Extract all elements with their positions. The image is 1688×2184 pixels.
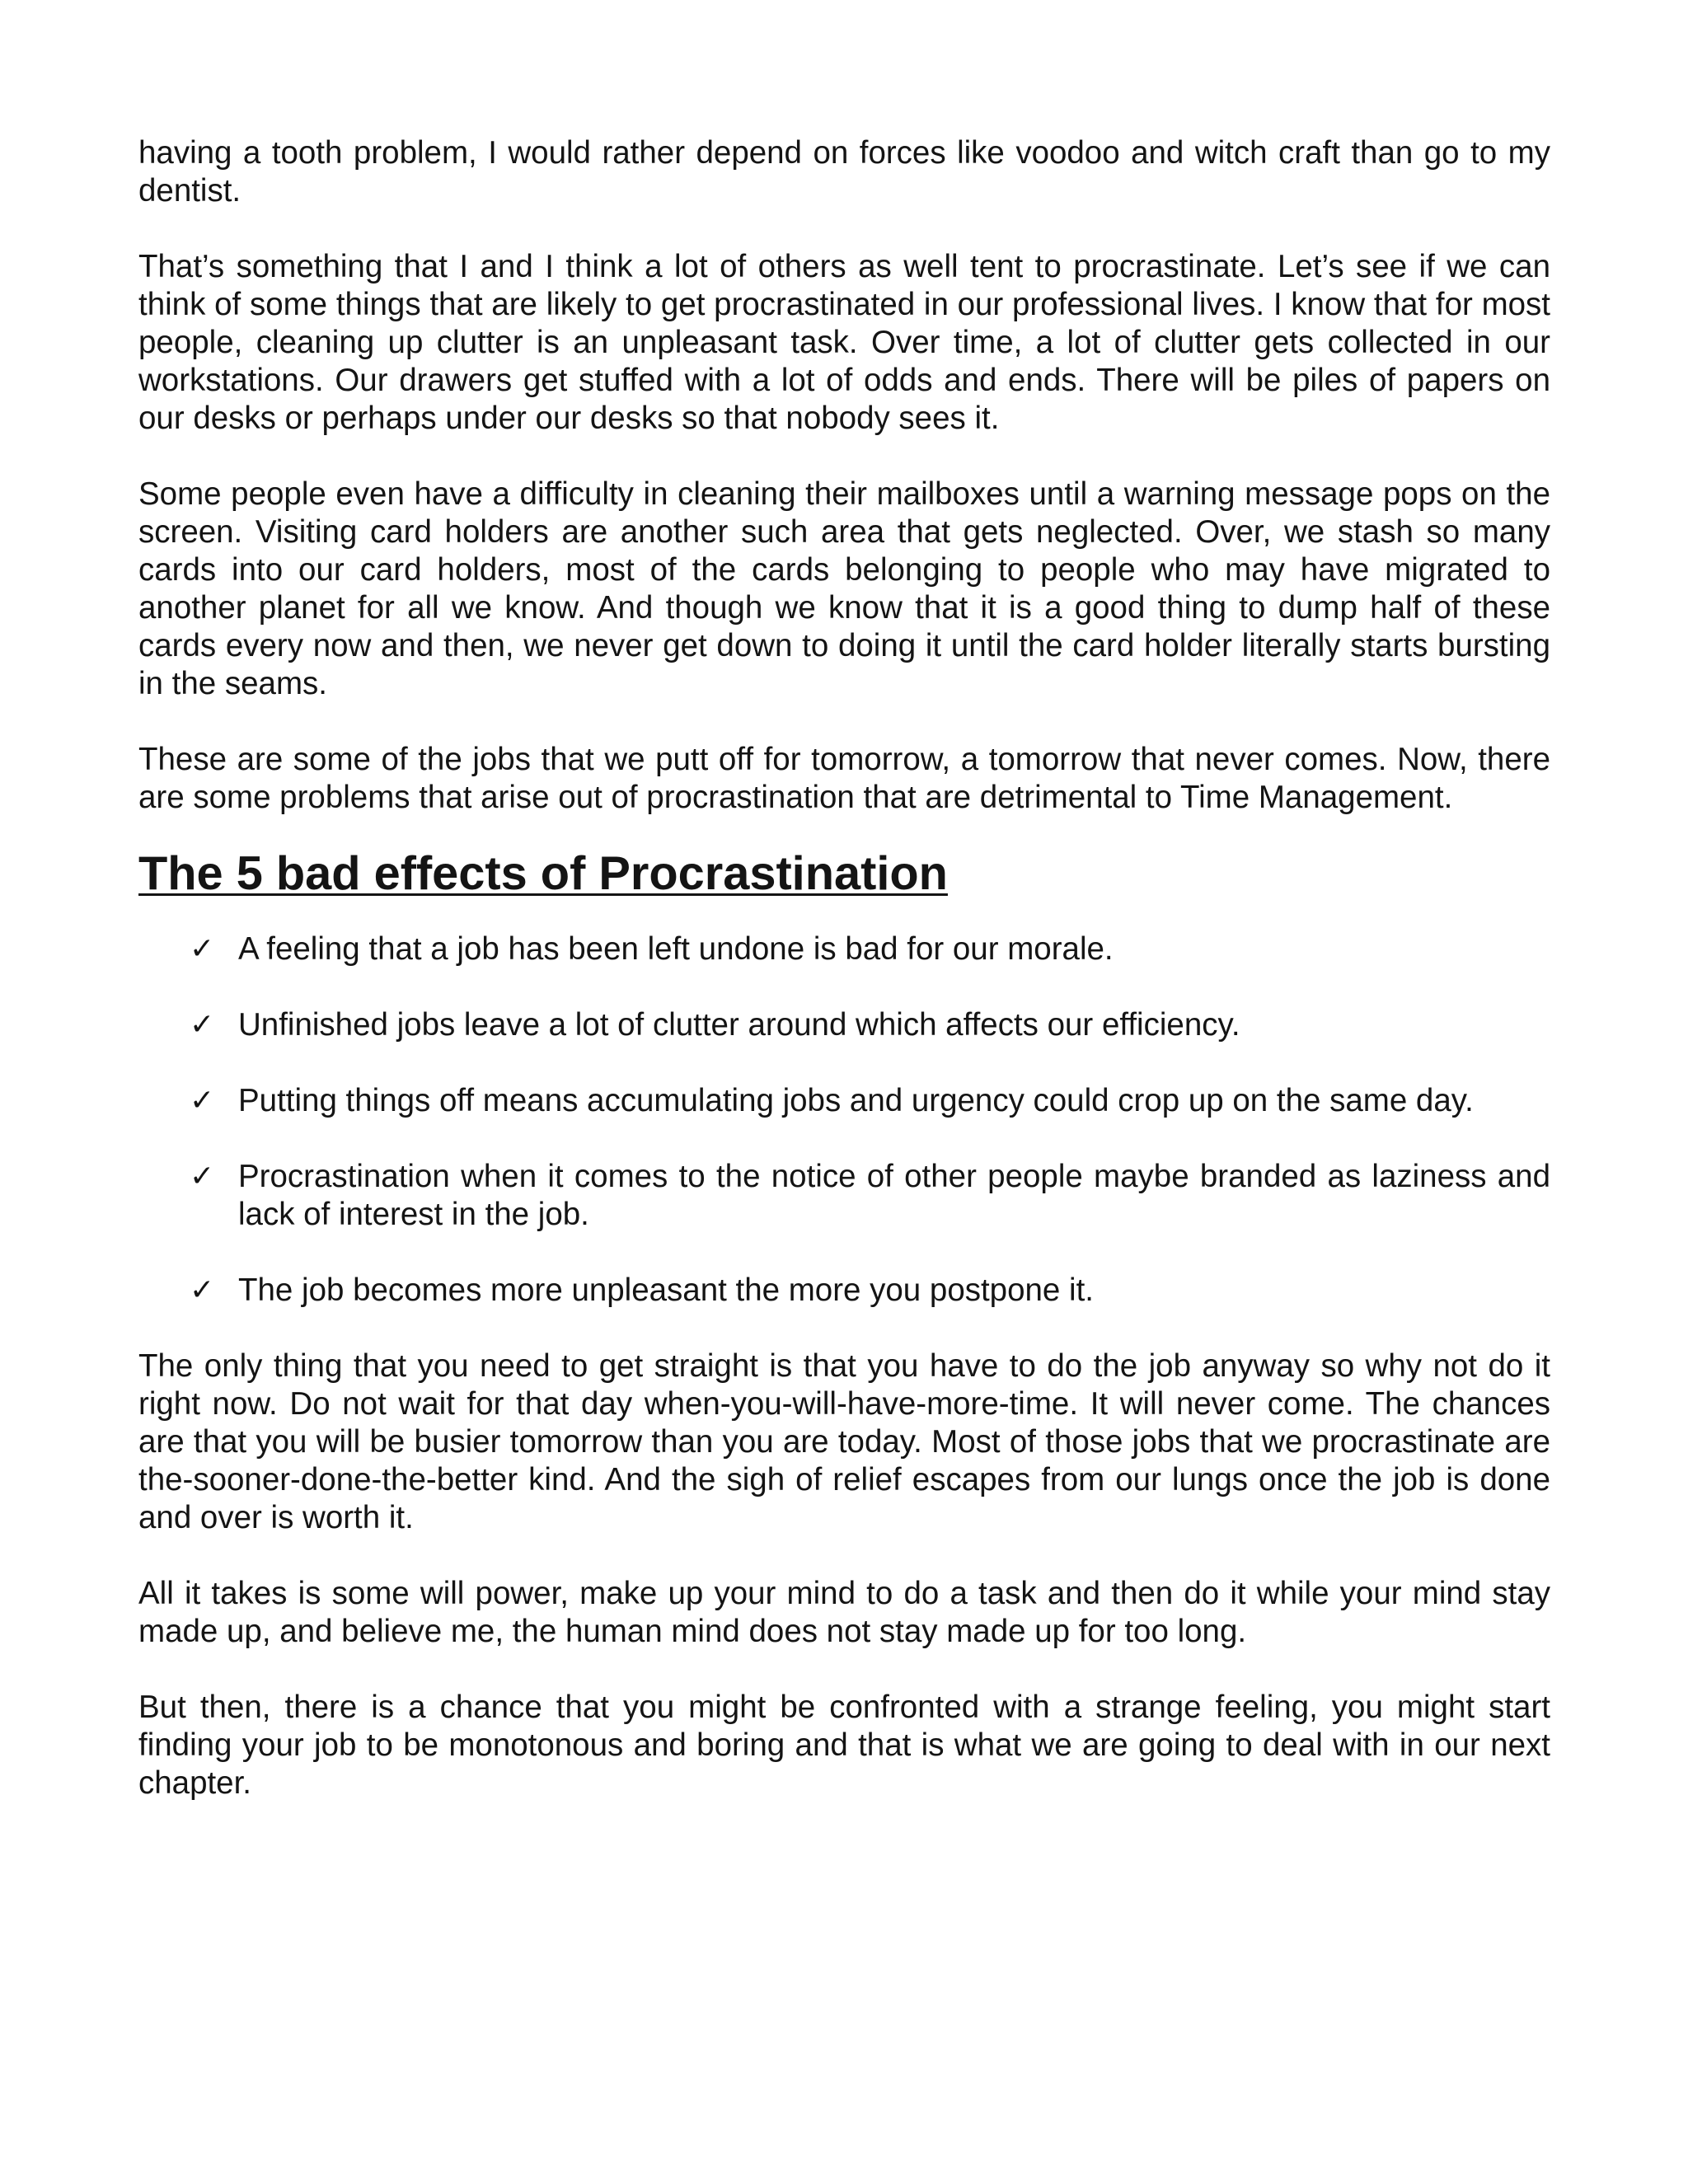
checklist-item	[138, 1158, 1550, 1234]
checkmark-icon: ✓	[190, 1273, 215, 1307]
checklist-item-text: A feeling that a job has been left undone is bad for our morale.	[238, 931, 1114, 967]
paragraph: Some people even have a difficulty in cleaning their mailboxes until a warning message pops on the screen. Visiting card holders are another such area that gets neglected. Over, we stash so many cards into our card holders, most of the cards belonging to people who may have migrated to another planet for all we know. And though we know that it is a good thing to dump half of these cards every now and then, we never get down to doing it until the card holder literally starts bursting in the seams.	[138, 476, 1550, 701]
checkmark-icon: ✓	[190, 932, 215, 966]
section-heading: The 5 bad effects of Procrastination	[138, 847, 948, 900]
paragraph: That’s something that I and I think a lot of others as well tent to procrastinate. Let’s see if we can think of some things that are likely to get procrastinated in our professional lives. I know that for most people, cleaning up clutter is an unpleasant task. Over time, a lot of clutter gets collected in our workstations. Our drawers get stuffed with a lot of odds and ends. There will be piles of papers on our desks or perhaps under our desks so that nobody sees it.	[138, 249, 1550, 436]
paragraph: But then, there is a chance that you might be confronted with a strange feeling, you might start finding your job to be monotonous and boring and that is what we are going to deal with in our next chapter.	[138, 1690, 1550, 1801]
checkmark-icon: ✓	[190, 1008, 215, 1042]
checkmark-icon: ✓	[190, 1160, 215, 1193]
checklist-item	[138, 1272, 1550, 1310]
checklist-item-text: Unfinished jobs leave a lot of clutter around which affects our efficiency.	[238, 1007, 1240, 1043]
checklist-item	[138, 1082, 1550, 1120]
document-page	[138, 134, 1550, 1840]
checklist-item-text: The job becomes more unpleasant the more you postpone it.	[238, 1272, 1094, 1308]
paragraph: These are some of the jobs that we putt off for tomorrow, a tomorrow that never comes. Now, there are some problems that arise out of procrastination that are detrimental to Time Management.	[138, 742, 1550, 815]
checklist-item	[138, 1006, 1550, 1044]
checklist-item-text: Procrastination when it comes to the notice of other people maybe branded as laziness and lack of interest in the job.	[238, 1159, 1550, 1232]
paragraph: The only thing that you need to get straight is that you have to do the job anyway so why not do it right now. Do not wait for that day when-you-will-have-more-time. It will never come. The chances are that you will be busier tomorrow than you are today. Most of those jobs that we procrastinate are the-sooner-done-the-better kind. And the sigh of relief escapes from our lungs once the job is done and over is worth it.	[138, 1348, 1550, 1535]
checkmark-icon: ✓	[190, 1084, 215, 1118]
paragraph: having a tooth problem, I would rather depend on forces like voodoo and witch craft than go to my dentist.	[138, 135, 1550, 209]
checklist-item-text: Putting things off means accumulating jobs and urgency could crop up on the same day.	[238, 1083, 1474, 1118]
bad-effects-checklist	[138, 930, 1550, 1310]
paragraph: All it takes is some will power, make up your mind to do a task and then do it while your mind stay made up, and believe me, the human mind does not stay made up for too long.	[138, 1576, 1550, 1649]
checklist-item	[138, 930, 1550, 968]
